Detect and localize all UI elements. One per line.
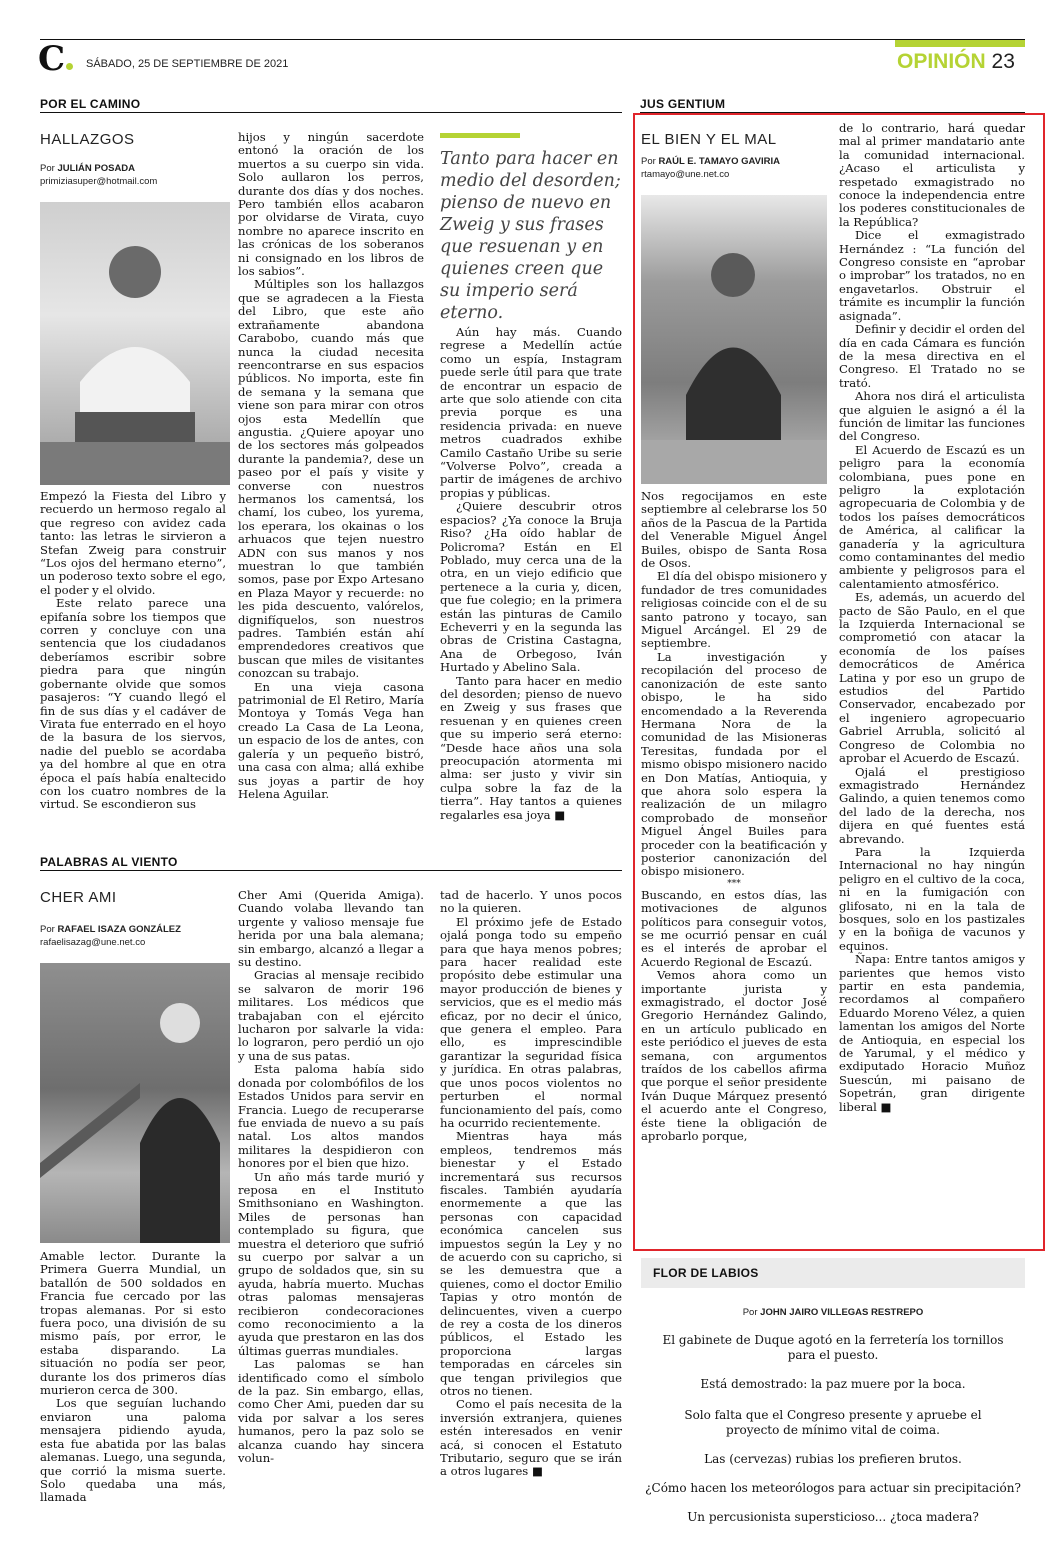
author-name: JOHN JAIRO VILLEGAS RESTREPO xyxy=(760,1307,924,1318)
author-name: JULIÁN POSADA xyxy=(57,163,136,174)
author-photo xyxy=(40,202,230,485)
paragraph: Esta paloma había sido donada por colombófilos de los Estados Unidos para servir en Francia. Luego de recuperarse fue enviada de nuevo a su país natal. Los altos mandos militares la despidieron con honores por el bien que hizo. xyxy=(238,1062,424,1171)
paragraph: hijos y ningún sacerdote entonó la oración de los muertos a su cuerpo sin vida. Solo aullaron los perros, durante dos días y dos noches. Pero también ellos acabaron por olvidarse de Virata, cuyo nombre no aparece inscrito en las crónicas de los soberanos ni consignado en los libros de los sabios”. xyxy=(238,130,424,279)
byline: Por RAFAEL ISAZA GONZÁLEZ xyxy=(40,924,181,935)
paragraph: Las palomas se han identificado como el símbolo de la paz. Sin embargo, ellas, como Cher Ami, pueden dar su vida por salvar a los seres humanos, pero la paz solo se alcanza cuando hay sincera volun- xyxy=(238,1357,424,1466)
section-rule xyxy=(40,112,622,113)
byline: Por JOHN JAIRO VILLEGAS RESTREPO xyxy=(742,1307,924,1318)
paragraph: En una vieja casona patrimonial de El Retiro, María Montoya y Tomás Vega han creado La Casa de La Leona, un espacio de los de antes, con galería y un pequeño bistró, una casa con alma; allá exhibe sus joyas a partir de hoy Helena Aguilar. xyxy=(238,679,424,801)
page-number: 23 xyxy=(991,50,1015,73)
column-title: HALLAZGOS xyxy=(40,131,135,148)
paragraph: Mientras haya más empleos, tendremos más bienestar y el Estado incrementará sus recursos fiscales. También ayudaría enormemente a que las personas con capacidad económica cancelen sus impuestos según la Ley y no de acuerdo con su capricho, si se les demuestra que a quienes, como el doctor Emilio Tapias y otro montón de delincuentes, viven a cuerpo de rey a costa de los dineros públicos, el Estado les proporciona largas temporadas en cárceles sin que tengan privilegios que otros no tienen. xyxy=(440,1129,622,1399)
paragraph: Empezó la Fiesta del Libro y recuerdo un hermoso regalo al que regreso con avidez cada tanto: las letras le sirvieron a Stefan Zweig para construir “Los ojos del hermano eterno”, un poderoso texto sobre el ego, el poder y el olvido. xyxy=(40,489,226,597)
article-bien-mal-col1 xyxy=(641,490,827,1144)
byline: Por JULIÁN POSADA xyxy=(40,163,136,174)
section-name: OPINIÓN xyxy=(897,50,986,73)
joke-line: Un percusionista supersticioso... ¿toca madera? xyxy=(687,1510,979,1524)
section-accent-bar xyxy=(895,40,1025,47)
paragraph: Vemos ahora como un importante jurista y exmagistrado, el doctor José Gregorio Hernández Galindo, en un artículo publicado en este periódico el jueves de esta semana, con argumentos traídos de los cabellos afirma que porque el señor presidente Iván Duque Márquez presentó el acuerdo ante el Congreso, éste tiene la obligación de aprobarlo porque, xyxy=(641,968,827,1144)
paragraph: Amable lector. Durante la Primera Guerra Mundial, un batallón de 500 soldados en Francia fue cercado por las tropas alemanas. Por si esto fuera poco, una división de su mismo país, por error, le estaba disparando. La situación no podía ser peor, durante los dos primeros días murieron cerca de 300. xyxy=(40,1249,226,1398)
paragraph: Definir y decidir el orden del día en cada Cámara es función de la mesa directiva en el Congreso. El Tratado no se trató. xyxy=(839,322,1025,390)
byline: Por RAÚL E. TAMAYO GAVIRIA xyxy=(641,156,781,167)
paragraph: Ojalá el prestigioso exmagistrado Hernández Galindo, a quien tenemos como del lado de la derecha, nos dijera en qué fuentes está abrevando. xyxy=(839,764,1025,846)
paragraph: Tanto para hacer en medio del desorden; pienso de nuevo en Zweig y sus frases que resuenan y en quienes creen que su imperio será eterno: “Desde hace años una sola preocupación atormenta mi alma: ser justo y vivir sin culpa sobre la faz de la tierra”. Hay tantos a quienes regalarles esa joya ■ xyxy=(440,673,622,822)
section-label-palabras-al-viento: PALABRAS AL VIENTO xyxy=(40,855,178,869)
paragraph: Los que seguían luchando enviaron una paloma mensajera pidiendo ayuda, esta fue abatida por las balas alemanas. Luego, una segunda, que corrió la misma suerte. Solo quedaba una más, llamada xyxy=(40,1396,226,1505)
paragraph: Cher Ami (Querida Amiga). Cuando volaba llevando tan urgente y valioso mensaje fue herida por una bala alemana; sin embargo, alcanzó a llegar a su destino. xyxy=(238,888,424,970)
quote-accent-bar xyxy=(440,133,520,138)
article-hallazgos-col3 xyxy=(440,326,622,822)
joke-line: ¿Cómo hacen los meteorólogos para actuar sin precipitación? xyxy=(645,1481,1021,1495)
paragraph: Este relato parece una epifanía sobre los tiempos que corren y concluye con una sentencia que los ciudadanos deberíamos escribir sobre piedra para que ningún gobernante olvide que somos pasajeros: “Y cuando llegó el fin de sus días y el cadáver de Virata fue enterrado en el hoyo de la basura de los siervos, nadie del pueblo se acordaba ya del hombre al que en otra época el país había enaltecido con los cuatro nombres de la virtud. Se escondieron sus xyxy=(40,596,226,812)
joke-line: Está demostrado: la paz muere por la boca. xyxy=(700,1377,966,1391)
author-photo xyxy=(40,963,230,1243)
paragraph: Múltiples son los hallazgos que se agradecen a la Fiesta del Libro, que este año extrañamente abandona Carabobo, cuando más que nunca la ciudad necesita reencontrarse en sus espacios públicos. No importa, este fin de semana y la semana que viene son para mirar con otros ojos esta Medellín que angustia. ¿Quiere apoyar uno de los sectores más golpeados durante la pandemia?, dese un paseo por el país y visite y converse con nuestros hermanos los camentsá, los chamí, los cubeo, los yurema, los eperara, los okainas o los arhuacos que tejen nuestro ADN con sus manos y nos muestran lo que también somos, pase por Expo Artesano en Plaza Mayor y recuerde: no les pida descuento, valórelos, dignifíquelos, son nuestros padres. También están ahí emprendedores creativos que buscan que miles de visitantes conozcan su trabajo. xyxy=(238,277,424,681)
section-label-flor-de-labios: FLOR DE LABIOS xyxy=(653,1266,759,1280)
section-label-por-el-camino: POR EL CAMINO xyxy=(40,97,141,111)
joke-line: El gabinete de Duque agotó en la ferretería los tornillos para el puesto. xyxy=(662,1333,1004,1362)
author-name: RAÚL E. TAMAYO GAVIRIA xyxy=(658,156,781,167)
paragraph: Ahora nos dirá el articulista que alguien le asignó a él la función de limitar las funciones del Congreso. xyxy=(839,389,1025,444)
separator: *** xyxy=(727,878,741,889)
paragraph: El día del obispo misionero y fundador de tres comunidades religiosas coincide con el de su santo patrono y tocayo, san Miguel Arcángel. El 29 de septiembre. xyxy=(641,569,827,651)
pull-quote: Tanto para hacer en medio del desorden; pienso de nuevo en Zweig y sus frases que resuenan y en quienes creen que su imperio será eterno. xyxy=(440,149,621,323)
paragraph: El próximo jefe de Estado ojalá ponga todo su empeño para que haya menos pobres; para hacer realidad este propósito debe estimular una mayor producción de bienes y servicios, que es el medio más eficaz, por no decir el único, que genera el empleo. Para ello, es imprescindible garantizar la seguridad física y jurídica. En otras palabras, que unos pocos violentos no perturben el normal funcionamiento del país, como ha ocurrido recientemente. xyxy=(440,914,622,1130)
paragraph: Gracias al mensaje recibido se salvaron de morir 196 militares. Los médicos que trabajaban con el ejército lucharon por salvarle la vida: lo lograron, pero perdió un ojo y una de sus patas. xyxy=(238,968,424,1063)
author-email: primiziasuper@hotmail.com xyxy=(40,176,158,187)
logo-dot xyxy=(66,63,73,70)
issue-date: SÁBADO, 25 DE SEPTIEMBRE DE 2021 xyxy=(86,58,289,70)
section-label-jus-gentium: JUS GENTIUM xyxy=(640,97,726,111)
paragraph: El Acuerdo de Escazú es un peligro para la economía colombiana, pues pone en peligro la explotación agropecuaria de Colombia y de todos los países democráticos de América, al calificar la ganadería y la agricultura como contaminantes del medio ambiente y peligrosos para el calentamiento atmosférico. xyxy=(839,442,1025,591)
flor-de-labios-list xyxy=(641,1333,1025,1525)
paragraph: tad de hacerlo. Y unos pocos no la quieren. xyxy=(440,888,622,916)
paragraph: Aún hay más. Cuando regrese a Medellín actúe como un espía, Instagram puede serle útil para que trate de encontrar un espacio de arte que solo atiende con cita previa porque es una residencia privada: en nueve metros cuadrados exhibe Camilo Castaño Uribe su serie “Volverse Polvo”, creada a partir de imágenes de archivo propias y públicas. xyxy=(440,325,622,500)
paragraph: Dice el exmagistrado Hernández : “La función del Congreso consiste en “aprobar o improbar” los tratados, no en engavetarlos. Obstruir el trámite es incumplir la función asignada”. xyxy=(839,228,1025,323)
paragraph: La investigación y recopilación del proceso de canonización de este santo obispo, le ha sido encomendado a la Reverenda Hermana Nora de la comunidad de las Misioneras Teresitas, fundada por el mismo obispo misionero nacido en Don Matías, Antioquia, y que ahora solo espera la realización de un milagro comprobado de monseñor Miguel Ángel Builes para proceder con la beatificación y posterior canonización del obispo misionero. xyxy=(641,649,827,879)
logo: C xyxy=(38,42,73,76)
article-cher-ami-col2 xyxy=(238,889,424,1465)
paragraph: Un año más tarde murió y reposa en el Instituto Smithsoniano en Washington. Miles de personas han contemplado su figura, que muestra el deterioro que sufrió su cuerpo por salvar a un grupo de soldados que, sin su ayuda, habría muerto. Muchas otras palomas mensajeras recibieron condecoraciones como reconocimiento a la ayuda que prestaron en las dos últimas guerras mundiales. xyxy=(238,1169,424,1358)
top-rule xyxy=(40,39,1025,40)
article-bien-mal-col2 xyxy=(839,122,1025,1114)
paragraph: ¿Quiere descubrir otros espacios? ¿Ya conoce la Bruja Riso? ¿Ha oído hablar de Policroma? Están en El Poblado, muy cerca una de la otra, en un viejo edificio que pertenece a la curia y, dicen, que fue colegio; en la primera están las pinturas de Camilo Echeverri y en la segunda las obras de Cristina Castagna, Ana de Orbegoso, Iván Hurtado y Abelino Sala. xyxy=(440,499,622,675)
column-title: CHER AMI xyxy=(40,889,117,906)
paragraph: Como el país necesita de la inversión extranjera, quienes estén interesados en venir acá, si conocen el Estatuto Tributario, seguro que se irán a otros lugares ■ xyxy=(440,1397,622,1479)
article-hallazgos-col1 xyxy=(40,490,226,812)
section-header xyxy=(897,50,1015,74)
article-cher-ami-col1 xyxy=(40,1250,226,1505)
paragraph: Ñapa: Entre tantos amigos y parientes que hemos visto partir en esta pandemia, recordamos al compañero Eduardo Moreno Vélez, a quien lamentan los amigos del Norte de Antioquia, en especial los de Yarumal, y el médico y exdiputado Horacio Muñoz Suescún, mi paisano de Sopetrán, gran dirigente liberal ■ xyxy=(839,952,1025,1114)
author-name: RAFAEL ISAZA GONZÁLEZ xyxy=(57,924,181,935)
author-email: rtamayo@une.net.co xyxy=(641,169,730,180)
flor-de-labios-header xyxy=(641,1258,1025,1288)
joke-line: Las (cervezas) rubias los prefieren brutos. xyxy=(704,1452,962,1466)
article-cher-ami-col3 xyxy=(440,889,622,1479)
paragraph: Es, además, un acuerdo del pacto de São Paulo, en el que la Izquierda Internacional se comprometió con atacar la economía de los países democráticos de América Latina y por eso un grupo de estudios del Partido Conservador, encabezado por el ingeniero agropecuario Gabriel Arrubla, solicitó al Congreso de Colombia no aprobar el Acuerdo de Escazú. xyxy=(839,590,1025,766)
paragraph: de lo contrario, hará quedar mal al primer mandatario ante la comunidad internacional. ¿Acaso el articulista y respetado exmagistrado no conoce la independencia entre los poderes constitucionales de la República? xyxy=(839,121,1025,229)
author-photo xyxy=(641,195,827,484)
author-email: rafaelisazag@une.net.co xyxy=(40,937,146,948)
paragraph: Nos regocijamos en este septiembre al celebrarse los 50 años de la Pascua de la Partida del Venerable Miguel Ángel Builes, obispo de Santa Rosa de Osos. xyxy=(641,489,827,571)
column-title: EL BIEN Y EL MAL xyxy=(641,131,777,148)
article-hallazgos-col2 xyxy=(238,131,424,801)
joke-line: Solo falta que el Congreso presente y apruebe el proyecto de mínimo vital de coima. xyxy=(684,1408,982,1437)
paragraph: Para la Izquierda Internacional no hay ningún peligro en el cultivo de la coca, ni en la fumigación con glifosato, ni en la tala de bosques, solo en los pastizales y en la boñiga de vacunos y equinos. xyxy=(839,844,1025,953)
section-rule xyxy=(40,870,622,871)
paragraph: Buscando, en estos días, las motivaciones de algunos políticos para conseguir votos, se me ocurrió pensar en cuál es el interés de aprobar el Acuerdo Regional de Escazú. xyxy=(641,887,827,969)
